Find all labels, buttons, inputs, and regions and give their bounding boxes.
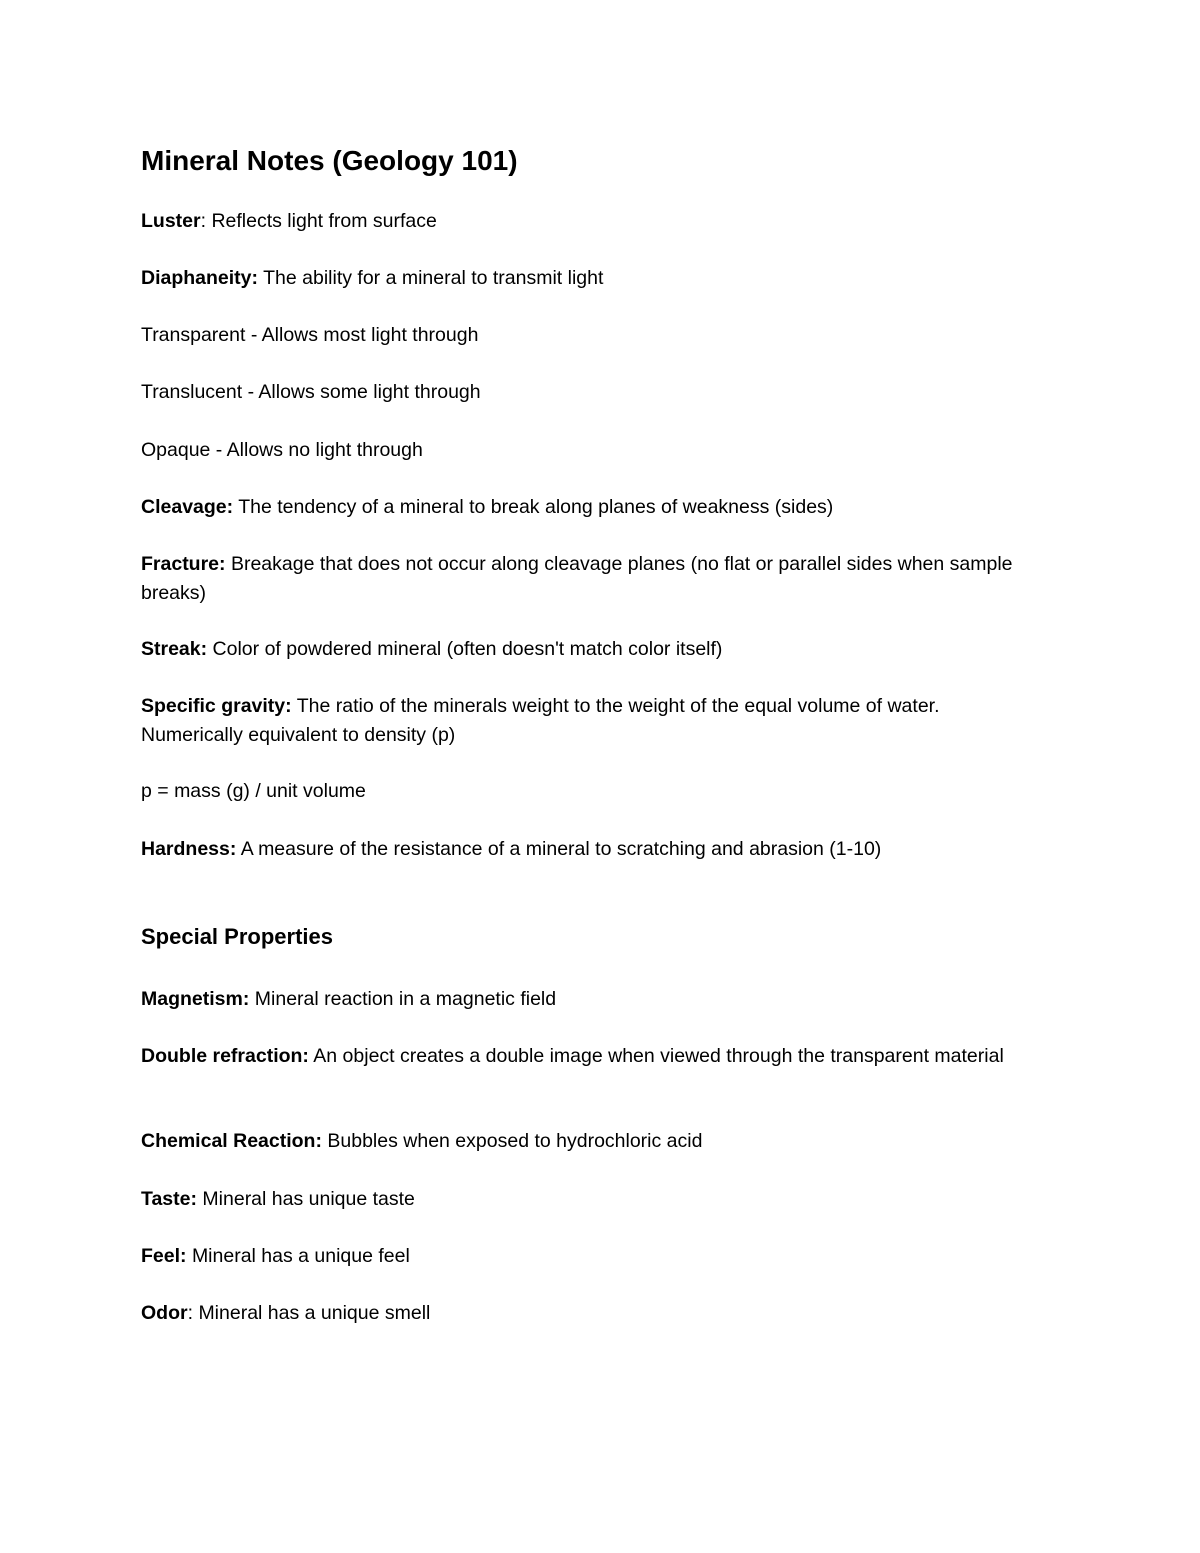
special-chemical-reaction [141, 1127, 1041, 1156]
property-definition: Transparent - Allows most light through [141, 324, 479, 346]
property-term: Hardness: [141, 838, 237, 860]
property-term: Taste: [141, 1188, 197, 1210]
property-hardness [141, 835, 1041, 864]
property-definition: Reflects light from surface [211, 210, 437, 232]
property-term: Feel: [141, 1245, 187, 1267]
property-definition: Color of powdered mineral (often doesn't match color itself) [212, 638, 723, 660]
property-definition: Mineral has a unique feel [191, 1245, 410, 1267]
property-definition: Bubbles when exposed to hydrochloric acid [327, 1130, 703, 1152]
special-double-refraction [141, 1042, 1041, 1071]
property-term: Chemical Reaction: [141, 1130, 322, 1152]
section-heading-special-properties: Special Properties [141, 924, 333, 949]
property-definition: Translucent - Allows some light through [141, 381, 481, 403]
property-definition: Mineral has unique taste [202, 1188, 415, 1210]
diaphaneity-translucent [141, 378, 1041, 407]
special-magnetism [141, 985, 1041, 1014]
special-feel [141, 1242, 1041, 1271]
diaphaneity-opaque [141, 436, 1041, 465]
property-luster: Luster: Reflects light from surface [141, 210, 437, 232]
property-definition: Breakage that does not occur along cleavage planes (no flat or parallel sides when sample breaks) [141, 553, 1013, 604]
property-term: Fracture: [141, 553, 226, 575]
property-term: Odor [141, 1302, 188, 1324]
special-taste [141, 1185, 1041, 1214]
property-definition: The ability for a mineral to transmit light [263, 267, 604, 289]
property-definition: Mineral has a unique smell [198, 1302, 431, 1324]
property-term: Streak: [141, 638, 208, 660]
property-term: Magnetism: [141, 988, 250, 1010]
page-title: Mineral Notes (Geology 101) [141, 145, 518, 176]
property-definition: p = mass (g) / unit volume [141, 780, 366, 802]
property-definition: The ratio of the minerals weight to the weight of the equal volume of water. Numerically equivalent to density (p) [141, 695, 940, 746]
property-definition: Mineral reaction in a magnetic field [254, 988, 557, 1010]
special-odor: Odor: Mineral has a unique smell [141, 1302, 431, 1324]
property-term: Diaphaneity: [141, 267, 259, 289]
diaphaneity-transparent [141, 321, 1041, 350]
property-term: Luster [141, 210, 201, 232]
property-definition: The tendency of a mineral to break along planes of weakness (sides) [238, 496, 834, 518]
property-specific-gravity [141, 692, 1041, 749]
density-formula [141, 777, 1041, 806]
property-streak [141, 635, 1041, 664]
property-fracture [141, 550, 1041, 607]
property-definition: Opaque - Allows no light through [141, 439, 423, 461]
property-definition: An object creates a double image when viewed through the transparent material [313, 1045, 1004, 1067]
property-term: Double refraction: [141, 1045, 309, 1067]
property-definition: A measure of the resistance of a mineral to scratching and abrasion (1-10) [240, 838, 882, 860]
property-term: Cleavage: [141, 496, 234, 518]
property-term: Specific gravity: [141, 695, 292, 717]
property-cleavage [141, 493, 1041, 522]
property-diaphaneity [141, 264, 1041, 293]
